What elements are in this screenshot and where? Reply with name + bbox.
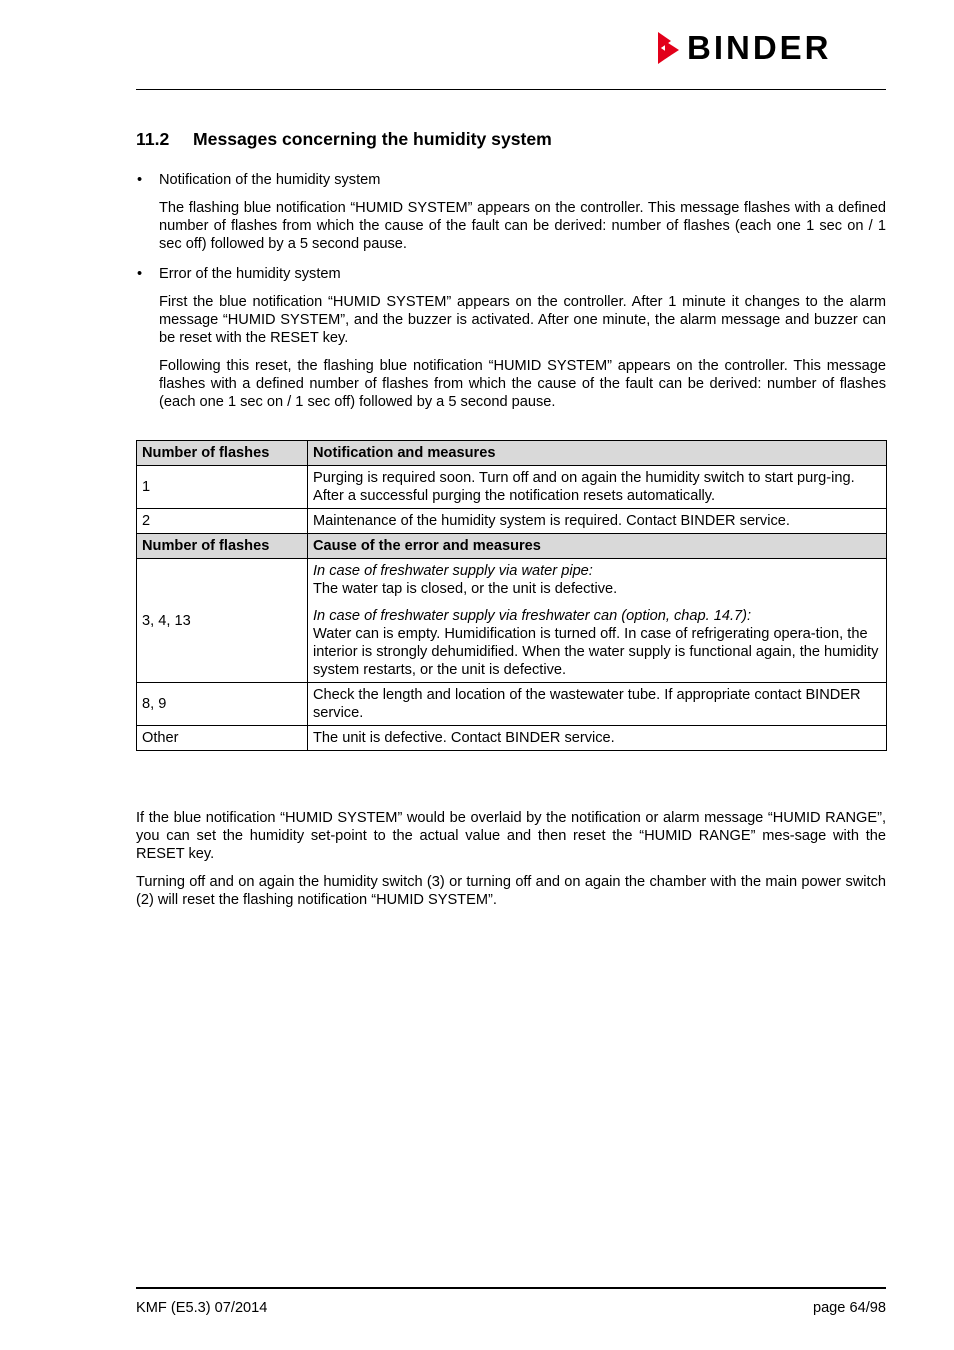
header-cell: Cause of the error and measures	[308, 534, 887, 559]
error-description-1: First the blue notification “HUMID SYSTEM” appears on the controller. After 1 minute it changes to the alarm message “HUMID SYSTEM”, and the buzzer is activated. After one minute, the alarm message and buzzer can be reset with the RESET key.	[159, 294, 886, 347]
measures-cell: Maintenance of the humidity system is required. Contact BINDER service.	[308, 509, 887, 534]
logo-arrow-icon	[655, 30, 683, 66]
bullet-error: • Error of the humidity system	[159, 265, 341, 283]
header-rule	[136, 89, 886, 90]
header-cell: Number of flashes	[137, 534, 308, 559]
measures-cell	[308, 559, 887, 683]
flashes-cell: 2	[137, 509, 308, 534]
flashes-cell: 1	[137, 466, 308, 509]
reset-paragraph: Turning off and on again the humidity switch (3) or turning off and on again the chamber with the main power switch (2) will reset the flashing notification “HUMID SYSTEM”.	[136, 874, 886, 909]
notification-description: The flashing blue notification “HUMID SYSTEM” appears on the controller. This message flashes with a defined number of flashes from which the cause of the fault can be derived: number of flashes (each one 1 sec on / 1 sec off) followed by a 5 second pause.	[159, 200, 886, 253]
table-row	[137, 726, 887, 751]
section-number: 11.2	[136, 129, 170, 149]
table-row	[137, 559, 887, 683]
table-row	[137, 466, 887, 509]
case-freshwater-can-title: In case of freshwater supply via freshwater can (option, chap. 14.7):	[313, 608, 752, 624]
case-water-pipe-title: In case of freshwater supply via water pipe:	[313, 563, 593, 579]
table-row	[137, 683, 887, 726]
measures-cell: Purging is required soon. Turn off and on again the humidity switch to start purg-ing. After a successful purging the notification resets automatically.	[308, 466, 887, 509]
binder-logo	[655, 30, 887, 66]
table-header-row	[137, 441, 887, 466]
table-row	[137, 509, 887, 534]
table-header-row	[137, 534, 887, 559]
section-title: Messages concerning the humidity system	[193, 129, 552, 149]
flashes-cell: Other	[137, 726, 308, 751]
flash-codes-table	[136, 440, 887, 751]
flashes-cell: 3, 4, 13	[137, 559, 308, 683]
bullet-notification: • Notification of the humidity system	[159, 171, 380, 189]
logo-text: BINDER	[687, 29, 832, 66]
page-number: page 64/98	[812, 1300, 886, 1316]
humid-range-paragraph: If the blue notification “HUMID SYSTEM” would be overlaid by the notification or alarm message “HUMID RANGE”, you can set the humidity set-point to the actual value and then reset the “HUMID RANGE” mes-sage with the RESET key.	[136, 810, 886, 863]
error-description-2: Following this reset, the flashing blue notification “HUMID SYSTEM” appears on the controller. This message flashes with a defined number of flashes from which the cause of the fault can be derived: number of flashes (each one 1 sec on / 1 sec off) followed by a 5 second pause.	[159, 358, 886, 411]
header-cell: Number of flashes	[137, 441, 308, 466]
section-heading	[136, 128, 552, 150]
case-water-pipe-text: The water tap is closed, or the unit is defective.	[313, 581, 618, 597]
footer-rule	[136, 1287, 886, 1289]
header-cell: Notification and measures	[308, 441, 887, 466]
flashes-cell: 8, 9	[137, 683, 308, 726]
measures-cell: The unit is defective. Contact BINDER service.	[308, 726, 887, 751]
measures-cell: Check the length and location of the wastewater tube. If appropriate contact BINDER service.	[308, 683, 887, 726]
document-id: KMF (E5.3) 07/2014	[136, 1300, 268, 1316]
case-freshwater-can-text: Water can is empty. Humidification is turned off. In case of refrigerating opera-tion, the interior is strongly dehumidified. When the water supply is functional again, the humidity system restarts, or the unit is defective.	[313, 626, 879, 678]
